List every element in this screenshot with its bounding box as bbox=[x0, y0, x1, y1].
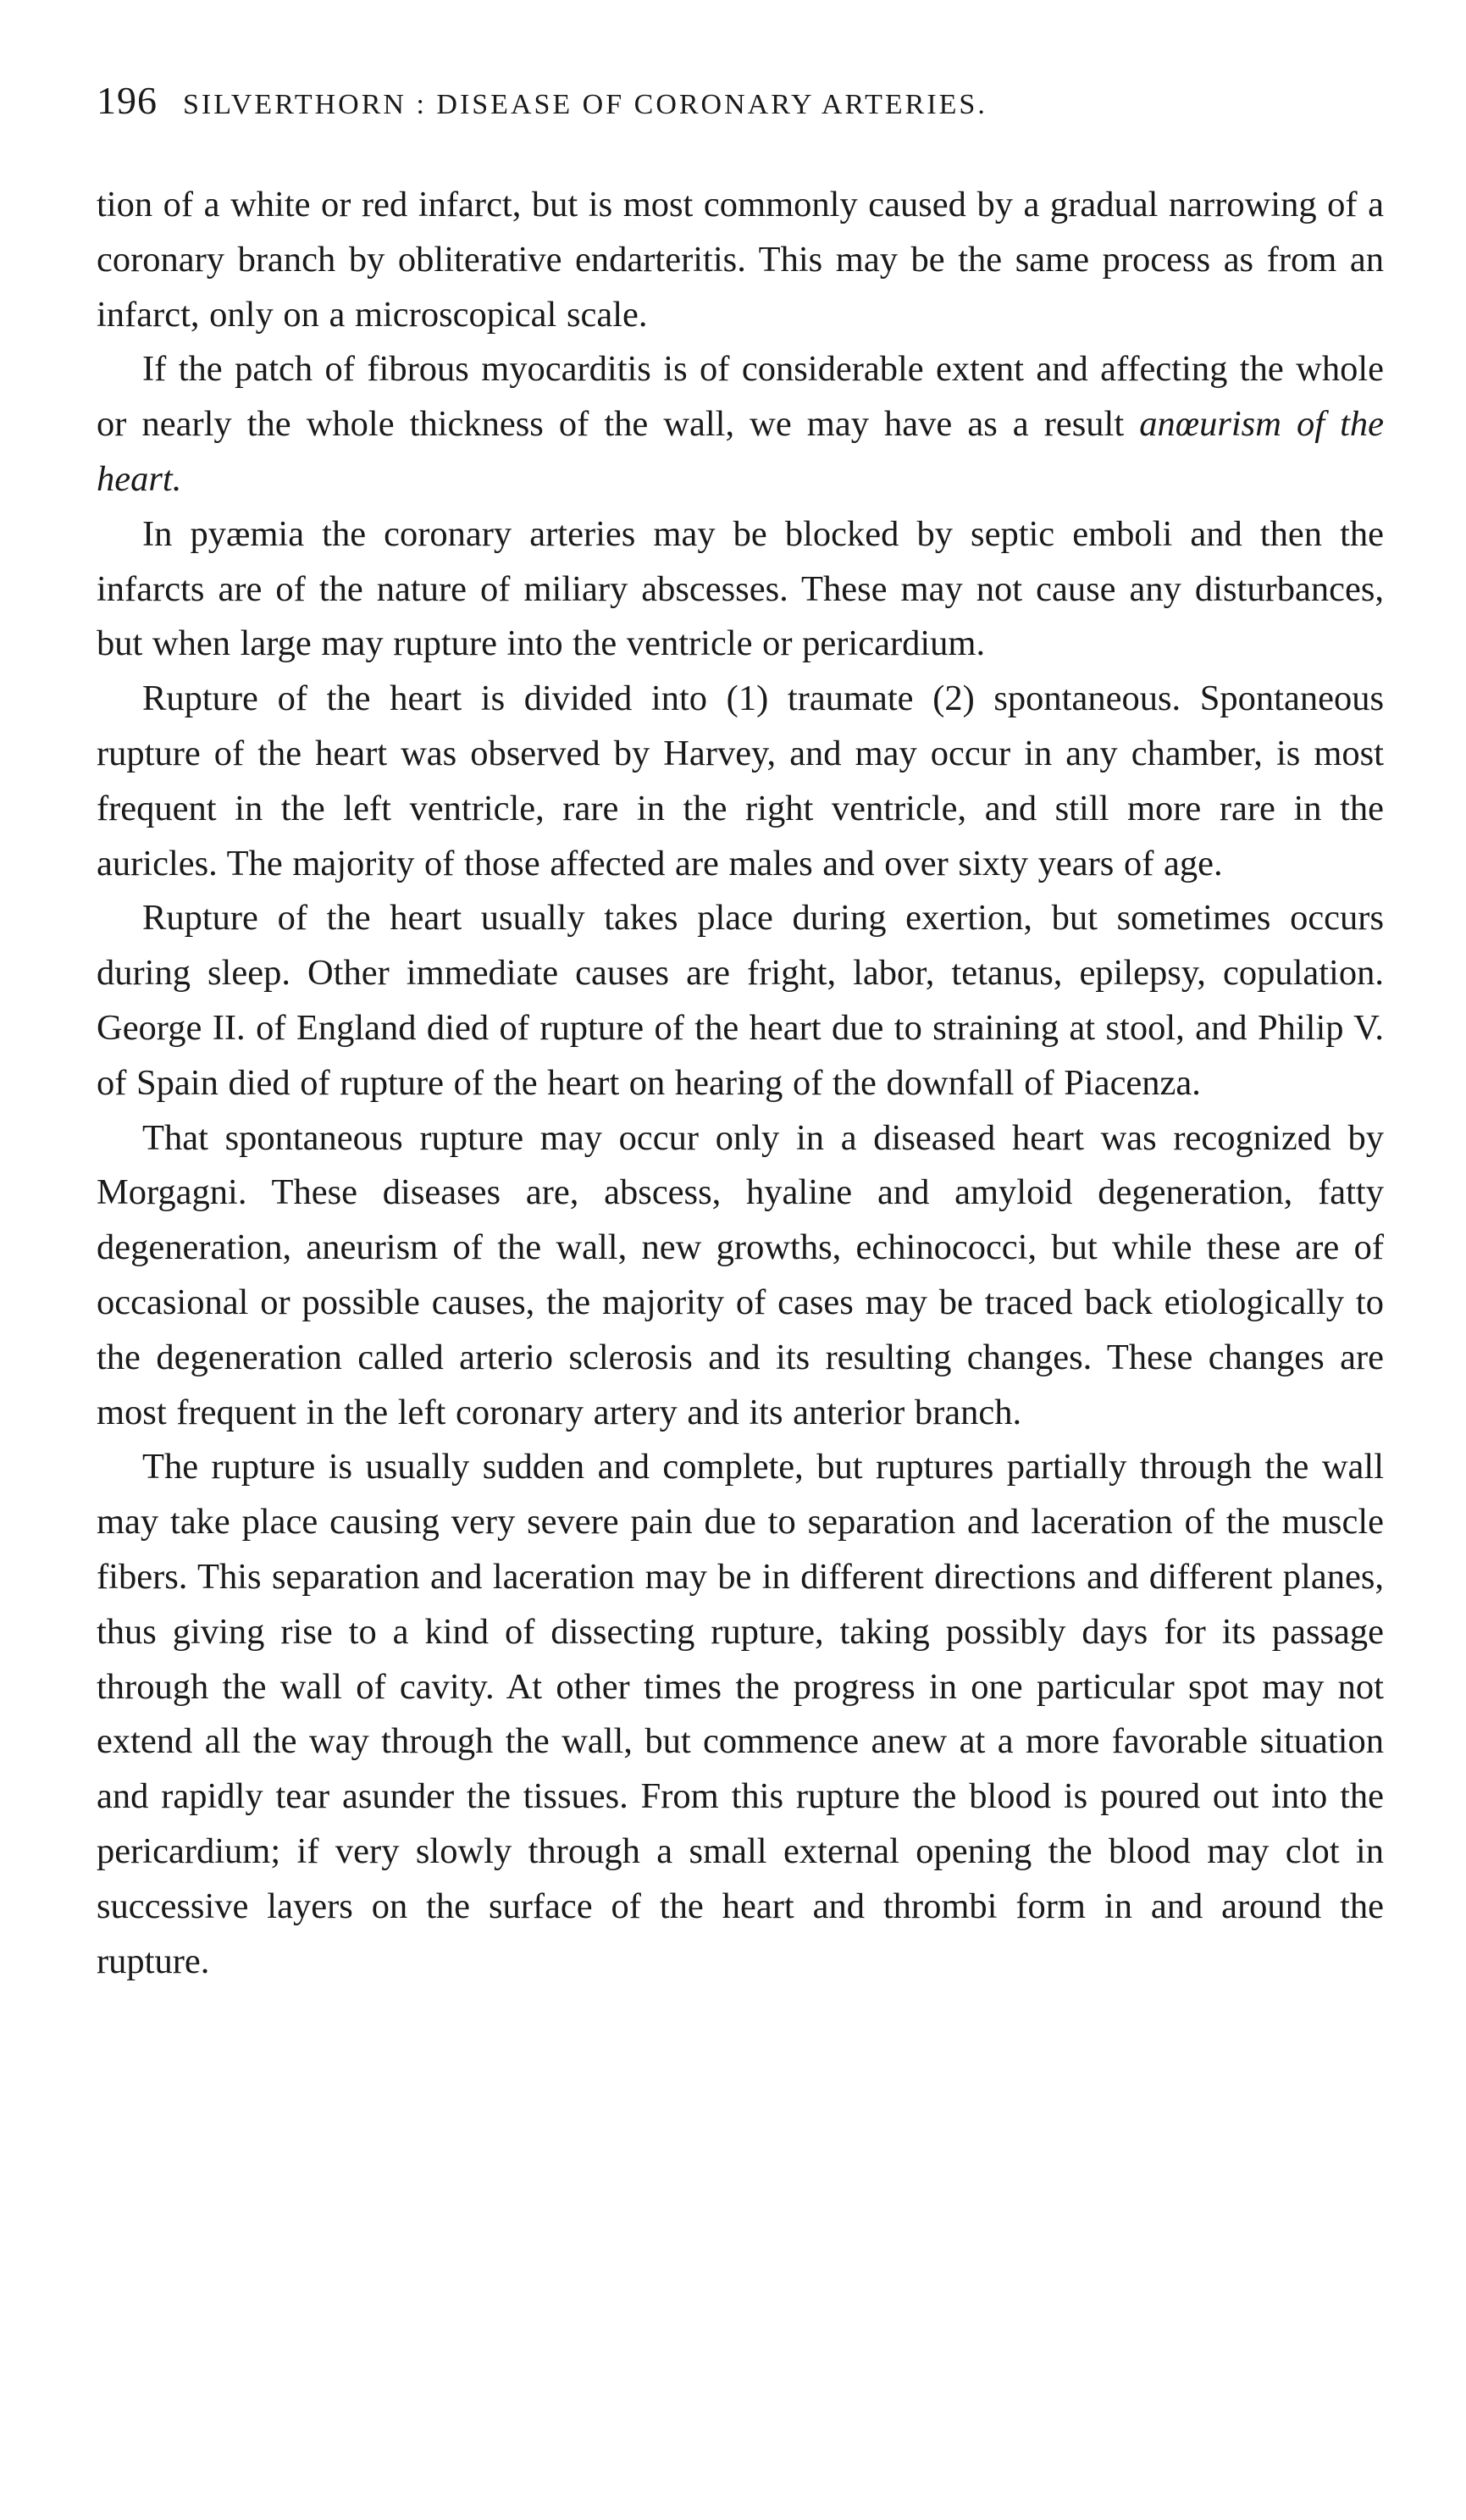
body-text bbox=[97, 178, 1384, 1989]
paragraph-rupture-causes: Rupture of the heart usually takes place during exertion, but sometimes occurs during sleep. Other immediate causes are fright, labor, tetanus, epilepsy, copulation. George II. of England died of rupture of the heart due to straining at stool, and Philip V. of Spain died of rupture of the heart on hearing of the downfall of Piacenza. bbox=[97, 898, 1384, 1103]
italic-term: anœurism of the heart. bbox=[97, 404, 1385, 499]
paragraph-continued: tion of a white or red infarct, but is most commonly caused by a gradual narrowing of a coronary branch by obliterative endarteritis. This may be the same process as from an infarct, only on a microscopical scale. bbox=[97, 185, 1384, 335]
page-number: 196 bbox=[97, 79, 158, 122]
running-head-title: SILVERTHORN : DISEASE OF CORONARY ARTERIES. bbox=[183, 89, 987, 120]
paragraph-diseased-heart: That spontaneous rupture may occur only in a diseased heart was recognized by Morgagni. These diseases are, abscess, hyaline and amyloid degeneration, fatty degeneration, aneurism of the wall, new growths, echinococci, but while these are of occasional or possible causes, the majority of cases may be traced back etiologically to the degeneration called arterio sclerosis and its resulting changes. These changes are most frequent in the left coronary artery and its anterior branch. bbox=[97, 1117, 1384, 1432]
paragraph-rupture-course: The rupture is usually sudden and complete, but ruptures partially through the wall may take place causing very severe pain due to separation and laceration of the muscle fibers. This separation and laceration may be in different directions and different planes, thus giving rise to a kind of dissecting rupture, taking possibly days for its passage through the wall of cavity. At other times the progress in one particular spot may not extend all the way through the wall, but commence anew at a more favorable situation and rapidly tear asunder the tissues. From this rupture the blood is poured out into the pericardium; if very slowly through a small external opening the blood may clot in successive layers on the surface of the heart and thrombi form in and around the rupture. bbox=[97, 1447, 1384, 1981]
paragraph-pyaemia: In pyæmia the coronary arteries may be blocked by septic emboli and then the infarcts are of the nature of miliary abscesses. These may not cause any disturbances, but when large may rupture into the ventricle or pericardium. bbox=[97, 513, 1384, 664]
paragraph-rupture-types: Rupture of the heart is divided into (1) traumate (2) spontaneous. Spontaneous rupture of the heart was observed by Harvey, and may occur in any chamber, is most frequent in the left ventricle, rare in the right ventricle, and still more rare in the auricles. The majority of those affected are males and over sixty years of age. bbox=[97, 678, 1384, 883]
running-head bbox=[97, 78, 1401, 129]
paragraph-aneurism bbox=[97, 342, 1384, 507]
paragraph-text: If the patch of fibrous myocarditis is of considerable extent and affecting the whole or nearly the whole thickness of the wall, we may have as a result bbox=[97, 349, 1384, 445]
